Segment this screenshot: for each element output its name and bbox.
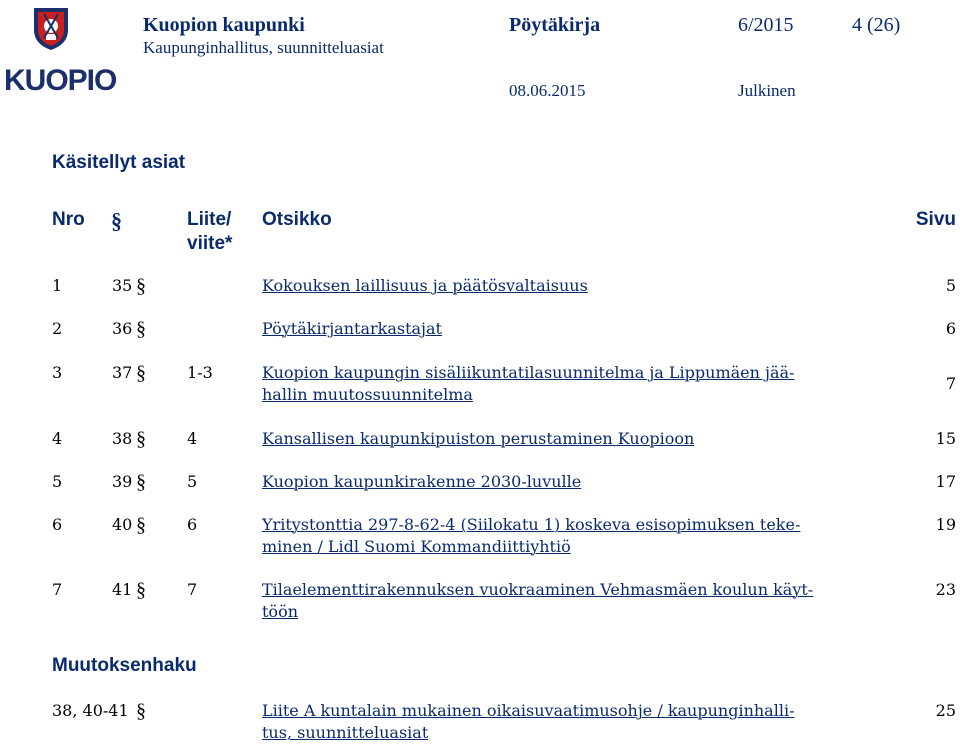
row-page: 7 (945, 374, 956, 393)
row-page: 5 (945, 276, 956, 295)
row-title-line1[interactable]: Kuopion kaupungin sisäliikuntatilasuunnitelma ja Lippumäen jää- (262, 363, 795, 382)
row-attachment: 6 (187, 515, 198, 534)
organization-name: Kuopion kaupunki (143, 14, 305, 36)
kuopio-crest-icon (2, 4, 117, 97)
row-title-line2[interactable]: hallin muutossuunnitelma (262, 385, 473, 404)
row-number: 7 (52, 580, 63, 599)
section-sign-icon (136, 513, 150, 537)
svg-text:§: § (136, 318, 146, 340)
row-page: 19 (935, 515, 956, 534)
meeting-date: 08.06.2015 (509, 81, 586, 100)
row-title-link[interactable] (262, 318, 862, 340)
row-paragraph: 40 (112, 515, 133, 534)
section-sign-icon (136, 361, 150, 385)
row-title-line1[interactable]: Pöytäkirjantarkastajat (262, 319, 442, 338)
row-title-line1[interactable]: Yritystonttia 297-8-62-4 (Siilokatu 1) koskeva esisopimuksen teke- (262, 515, 801, 534)
row-title-link[interactable] (262, 362, 862, 406)
column-header-liite-line2: viite* (187, 233, 233, 254)
section-sign-icon (111, 208, 125, 234)
row-title-link[interactable] (262, 514, 862, 558)
row-attachment: 5 (187, 472, 198, 491)
appeal-page: 25 (935, 701, 956, 720)
row-title-link[interactable] (262, 579, 862, 623)
row-paragraph: 41 (112, 580, 133, 599)
row-title-line2[interactable]: töön (262, 602, 298, 621)
row-title-link[interactable] (262, 275, 862, 297)
row-number: 5 (52, 472, 63, 491)
row-number: 4 (52, 429, 63, 448)
row-attachment: 1-3 (187, 363, 213, 382)
row-paragraph: 37 (112, 363, 133, 382)
svg-text:§: § (136, 275, 146, 297)
svg-text:§: § (136, 362, 146, 384)
section-sign-icon (136, 470, 150, 494)
kuopio-logo (2, 4, 117, 97)
appeal-title-link[interactable] (262, 700, 862, 744)
department-name: Kaupunginhallitus, suunnitteluasiat (143, 38, 384, 57)
row-paragraph: 38 (112, 429, 133, 448)
section-sign-icon (136, 699, 150, 723)
row-attachment: 4 (187, 429, 198, 448)
row-page: 17 (935, 472, 956, 491)
row-number: 2 (52, 319, 63, 338)
appeal-title-line1[interactable]: Liite A kuntalain mukainen oikaisuvaatimusohje / kaupunginhalli- (262, 701, 795, 720)
row-number: 1 (52, 276, 63, 295)
column-header-liite-line1: Liite/ (187, 209, 232, 230)
section-sign-icon (136, 317, 150, 341)
section-title: Käsitellyt asiat (52, 152, 186, 173)
row-title-link[interactable] (262, 428, 862, 450)
appeal-title-line2[interactable]: tus, suunnitteluasiat (262, 723, 429, 742)
row-title-line2[interactable]: minen / Lidl Suomi Kommandiittiyhtiö (262, 537, 571, 556)
section-sign-icon (136, 427, 150, 451)
page-info: 4 (26) (852, 14, 901, 36)
row-number: 6 (52, 515, 63, 534)
row-attachment: 7 (187, 580, 198, 599)
row-paragraph: 36 (112, 319, 133, 338)
svg-text:§: § (136, 428, 146, 450)
row-title-line1[interactable]: Kansallisen kaupunkipuiston perustaminen Kuopioon (262, 429, 695, 448)
svg-text:§: § (136, 700, 146, 722)
svg-text:§: § (136, 579, 146, 601)
row-title-link[interactable] (262, 471, 862, 493)
appeal-heading: Muutoksenhaku (52, 655, 197, 676)
column-header-otsikko: Otsikko (262, 209, 332, 230)
row-title-line1[interactable]: Kuopion kaupunkirakenne 2030-luvulle (262, 472, 582, 491)
column-header-nro: Nro (52, 209, 85, 230)
row-page: 15 (935, 429, 956, 448)
svg-text:§: § (111, 208, 122, 233)
row-title-line1[interactable]: Kokouksen laillisuus ja päätösvaltaisuus (262, 276, 588, 295)
column-header-sivu: Sivu (915, 209, 956, 230)
column-header-liite (187, 208, 232, 256)
svg-text:§: § (136, 514, 146, 536)
access-level: Julkinen (738, 81, 796, 100)
appeal-paragraphs: 38, 40-41 (52, 701, 129, 720)
row-page: 23 (935, 580, 956, 599)
section-sign-icon (136, 578, 150, 602)
section-sign-icon (136, 274, 150, 298)
row-paragraph: 39 (112, 472, 133, 491)
row-page: 6 (945, 319, 956, 338)
document-type: Pöytäkirja (509, 14, 601, 36)
row-number: 3 (52, 363, 63, 382)
row-title-line1[interactable]: Tilaelementtirakennuksen vuokraaminen Vehmasmäen koulun käyt- (262, 580, 814, 599)
svg-text:KUOPIO: KUOPIO (4, 64, 117, 97)
svg-text:§: § (136, 471, 146, 493)
document-number: 6/2015 (738, 14, 794, 36)
row-paragraph: 35 (112, 276, 133, 295)
